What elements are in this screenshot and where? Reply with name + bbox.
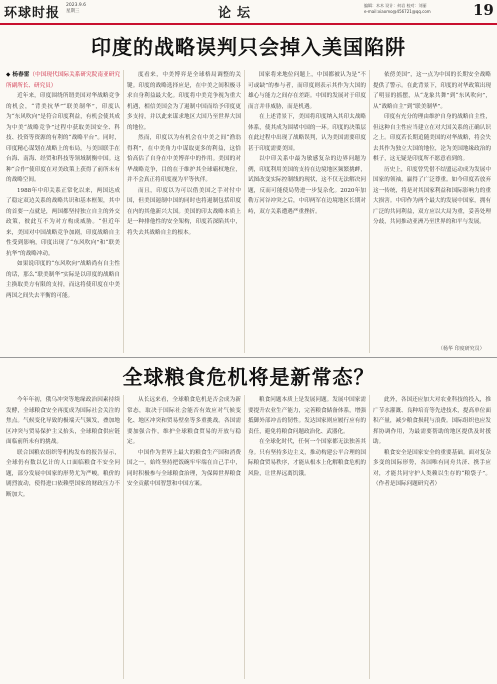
article1-column-2 <box>127 70 241 353</box>
paragraph: 从长远来看，全球粮食危机是否会成为新常态，取决于国际社会能否有效应对气候变化、地区冲突和贸易壁垒等多重挑战。各国需要加强合作，维护全球粮食贸易的开放与稳定。 <box>127 397 241 445</box>
paragraph: 此外，各国还应加大对农业科技的投入，推广节水灌溉、良种培育等先进技术，提高单位面积产量，减少粮食损耗与浪费。国际组织也应发挥协调作用，为最需要帮助的地区提供及时援助。 <box>373 397 491 445</box>
email-line: e-mail:xiaomo@456721@qq.com <box>364 9 431 14</box>
article2-column-2 <box>127 395 241 679</box>
paragraph: 国家将来地位问题上，中国都被认为是“不可或缺”的参与者，而印度则表示其作为大国的雄心与能力之间存在差距。中国的发展对于印度而言并非威胁，而是机遇。 <box>248 72 366 110</box>
paragraph: 中国作为世界上最大的粮食生产国和消费国之一，始终坚持把饭碗牢牢端在自己手中，同时积极参与全球粮食治理，为保障世界粮食安全贡献中国智慧和中国方案。 <box>127 449 241 487</box>
column-divider <box>369 395 370 679</box>
paragraph: 度看来，中美博弈是全球格局调整的关键。印度的战略选择应是，在中美之间积极寻求自身利益最大化。印度将中美竞争视为重大机遇，相信美国会为了遏制中国而给予印度更多支持，并以此来谋求地区大国乃至世界大国的地位。 <box>127 72 241 131</box>
paragraph: 依傍美国”，这一点为中国的长期安全战略提供了警示。在此背景下，印度的对华政策出现了明显的摇摆，从“龙象共舞”到“东风吹向”，从“战略自主”到“联美制华”。 <box>373 72 491 110</box>
article1-column-1 <box>6 70 120 353</box>
issue-weekday: 星期三 <box>66 9 80 14</box>
masthead-logo: 环球时报 <box>4 6 61 21</box>
paragraph: 而且，印度以为可以借美国之手对付中国，但美国遏制中国的同时也将遏制包括印度在内的其他新兴大国。美国的印太战略本质上是一种排他性的安全架构，印度若深陷其中，将失去其战略自主的根本。 <box>127 187 241 236</box>
author-icon: ◆ <box>6 72 13 78</box>
issue-info <box>66 3 86 15</box>
paragraph: 历史上，印度曾凭借不结盟运动成为发展中国家的领袖，赢得了广泛尊重。如今印度若放弃这一传统，将是对其国家利益和国际影响力的重大损害。中印作为两个最大的发展中国家，拥有广泛的共同利益，双方应以大局为重，妥善处理分歧，共同推动亚洲乃至世界的和平与发展。 <box>373 166 491 225</box>
column-divider <box>244 70 245 353</box>
article-divider <box>0 357 497 358</box>
author-name: 杨春雷 <box>12 72 30 78</box>
page-header <box>0 0 497 22</box>
issue-date: 2023.9.6 <box>66 3 87 8</box>
paragraph: 印度有充分的理由维护自身的战略自主性，但这种自主性应当建立在对大国关系的正确认识之上。印度若长期追随美国的对华战略，将会失去其作为独立大国的地位，沦为美国地缘政治的棋子，这无疑是印度所不愿意看到的。 <box>373 114 491 162</box>
article1-column-4 <box>373 70 491 342</box>
byline <box>6 70 120 91</box>
article1-headline: 印度的战略误判只会掉入美国陷阱 <box>91 35 406 59</box>
article2-column-3 <box>248 395 366 679</box>
column-divider <box>123 70 124 353</box>
editors-line: 编辑：木木 设计：何岩 校对：刘丽 <box>364 3 427 8</box>
page-number: 19 <box>473 1 494 19</box>
header-rule <box>0 23 497 25</box>
paragraph: 今年年初，俄乌冲突等地缘政治因素持续发酵，全球粮食安全再度成为国际社会关注的焦点。气候变化导致的极端天气频发，叠加地区冲突与贸易保护主义抬头，全球粮食供应链面临前所未有的挑战。 <box>6 397 120 445</box>
paragraph: 如果说印度的“东风吹向”战略尚有自主性的话，那么“联美制华”实际是以印度的战略自主换取美方有限的支持，而这将使印度在中美两国之间失去平衡的可能。 <box>6 261 120 299</box>
paragraph: 然而，印度以为有机会在中美之间“渔翁得利”，在中美角力中谋取更多的利益，这恰恰高估了自身在中美博弈中的作用。美国的对华战略竞争，目的在于维护其全球霸权地位，并不会真正将印度视为平等伙伴。 <box>127 135 241 183</box>
paragraph: 粮食问题本质上是发展问题。发展中国家需要提升农业生产能力，完善粮食储备体系，增强抵御外部冲击的韧性。发达国家则应履行应有的责任，避免将粮食问题政治化、武器化。 <box>248 397 366 435</box>
column-divider <box>123 395 124 679</box>
article2-column-1 <box>6 395 120 679</box>
column-divider <box>369 70 370 353</box>
paragraph: 近年来，印度围绕所谓美国对华战略竞争的机会，“背美抗华”“联美制华”，印度认为“东风吹向”是符合印度利益，有机会使其成为中美“战略竞争”过程中获取美国安全、科技、投资等资源的有利的“战略平台”。同时，印度精心谋划在战略上的布局，与美国联手在台海、南海、经贸和科技等领域制衡中国。这种“合作”使印度在对美政策上获得了前所未有的战略空间。 <box>6 93 120 183</box>
article1-credit: （杨华 印度研究员） <box>438 346 485 352</box>
paragraph: 联合国粮农组织等机构发布的报告显示，全球仍有数以亿计的人口面临粮食不安全问题，部分发展中国家的形势尤为严峻。粮价的剧烈波动，使得进口依赖型国家的财政压力不断加大。 <box>6 449 120 498</box>
column-divider <box>244 395 245 679</box>
paragraph: 以中印关系中最为敏感复杂的边界问题为例，印度利用美国的支持在边境地区频繁挑衅，试图改变实际控制线的现状，这不仅无法解决问题，反而可能使局势进一步复杂化。2020年加勒万河谷冲突之后，中印两军在边境地区长期对峙，双方关系遭遇严重挫折。 <box>248 156 366 215</box>
section-title: 论坛 <box>218 6 257 21</box>
article1-column-3 <box>248 70 366 353</box>
article2-headline: 全球粮食危机将是新常态？ <box>122 365 375 389</box>
paragraph: 1988年中印关系正常化以来，两国达成了稳定双边关系的战略共识和基本框架，其中的首要一点就是，两国都坚持独立自主的外交政策，彼此互不为对方构成威胁。“但近年来，美国对中国战略竞争加剧，印度战略自主性受到影响，印度出现了“东风吹向”和“联美抗华”的战略冲动。 <box>6 187 120 257</box>
paragraph: 在上述背景下，美国将印度纳入其印太战略体系，使其成为围堵中国的一环。印度的决策层在此过程中出现了战略误判，认为美国需要印度甚于印度需要美国。 <box>248 114 366 152</box>
paragraph: 粮食安全是国家安全的重要基础。面对复杂多变的国际形势，各国唯有同舟共济、携手应对，才能共同守护人类赖以生存的“粮袋子”。（作者是国际问题研究者） <box>373 449 491 487</box>
editor-credits <box>364 3 431 15</box>
article2-column-4 <box>373 395 491 679</box>
author-affiliation: （中国现代国际关系研究院南亚研究所副所长、研究员） <box>6 72 120 89</box>
paragraph: 在全球化时代，任何一个国家都无法独善其身。只有坚持多边主义，推动构建公平合理的国际粮食贸易秩序，才能从根本上化解粮食危机的风险，让世界远离饥饿。 <box>248 439 366 477</box>
